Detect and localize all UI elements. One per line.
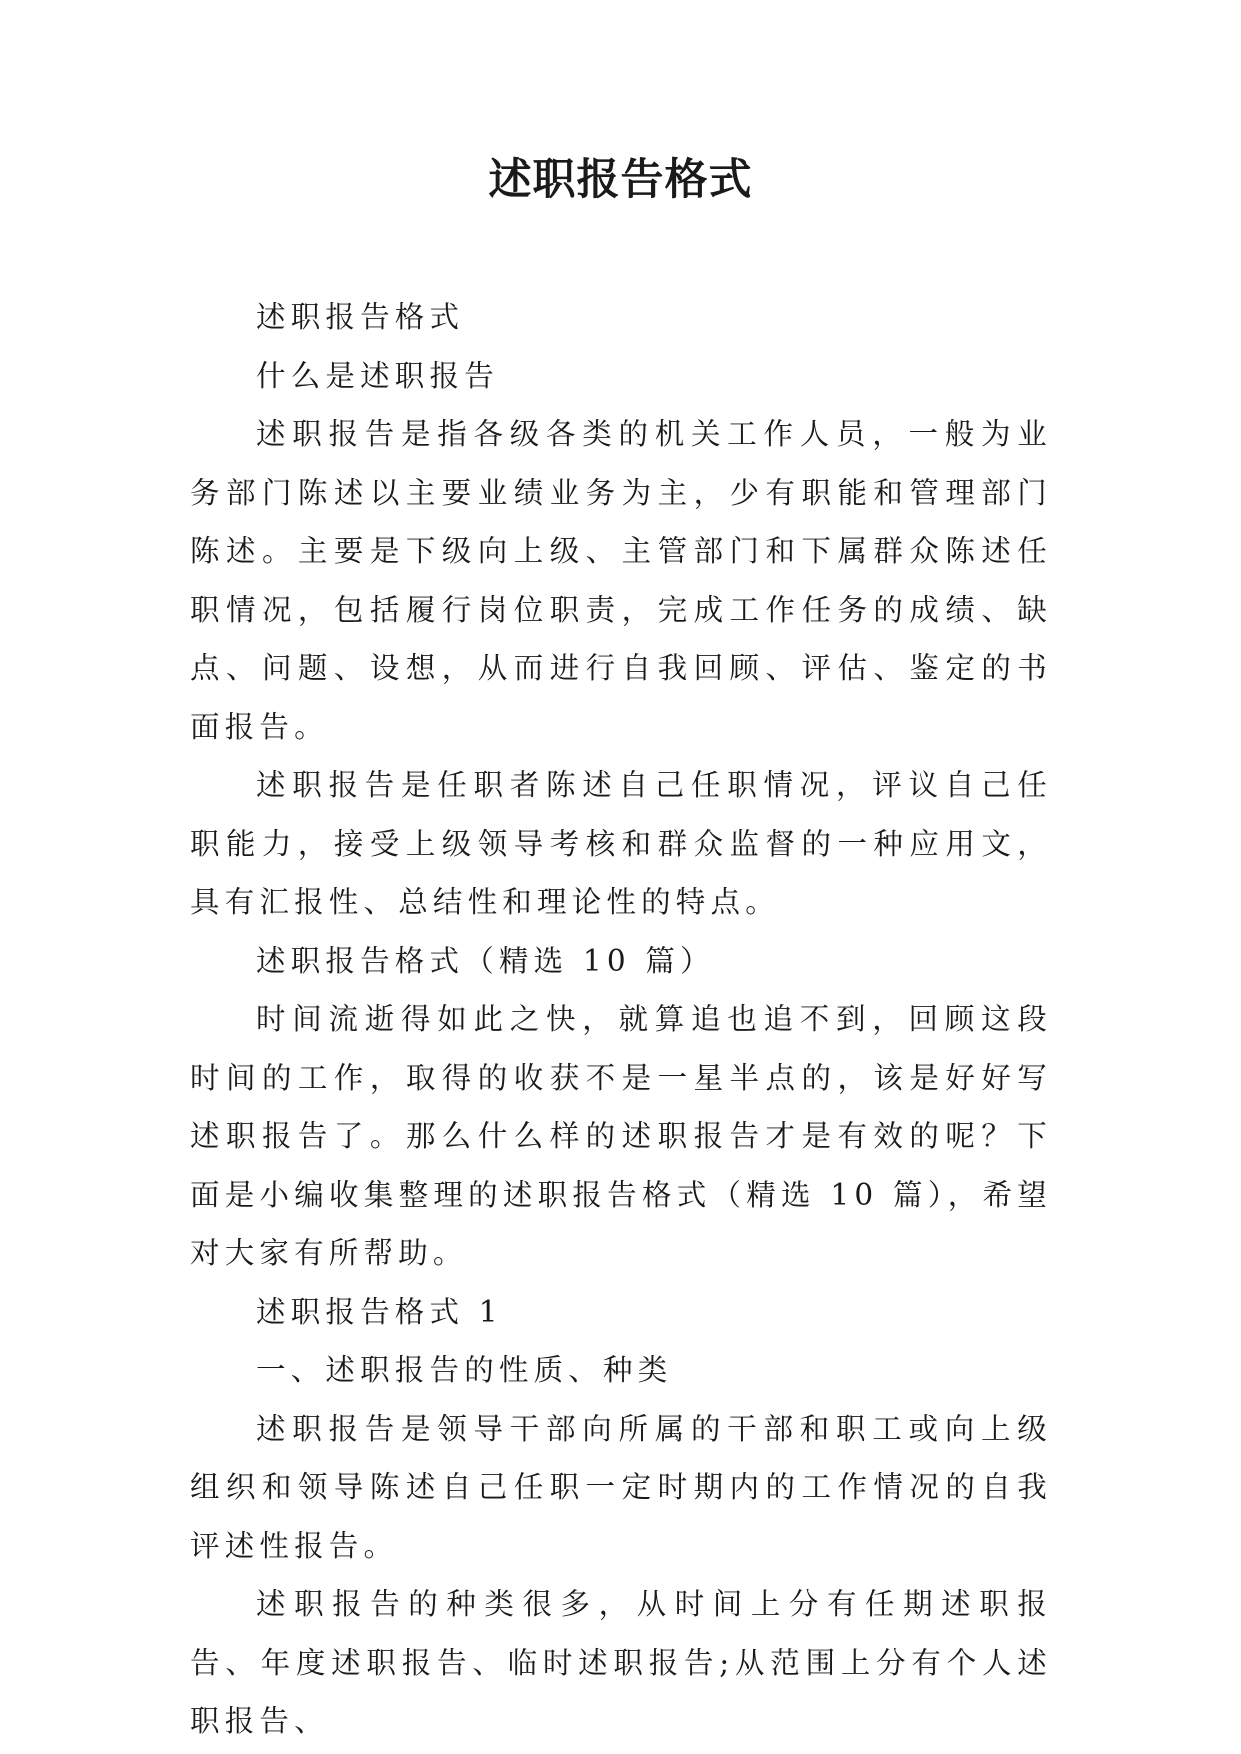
document-title: 述职报告格式 <box>488 155 753 205</box>
paragraph: 述职报告是任职者陈述自己任职情况，评议自己任职能力，接受上级领导考核和群众监督的一种应用文，具有汇报性、总结性和理论性的特点。 <box>190 768 1052 919</box>
paragraph: 什么是述职报告 <box>256 358 499 393</box>
paragraph: 述职报告是领导干部向所属的干部和职工或向上级组织和领导陈述自己任职一定时期内的工作情况的自我评述性报告。 <box>190 1411 1052 1563</box>
paragraph: 时间流逝得如此之快，就算追也追不到，回顾这段时间的工作，取得的收获不是一星半点的，该是好好写述职报告了。那么什么样的述职报告才是有效的呢？下面是小编收集整理的述职报告格式（精选 10 篇），希望对大家有所帮助。 <box>190 1002 1052 1270</box>
document-body <box>190 288 1052 1751</box>
paragraph: 述职报告格式（精选 10 篇） <box>256 943 715 978</box>
paragraph: 一、述职报告的性质、种类 <box>256 1353 673 1387</box>
paragraph: 述职报告的种类很多，从时间上分有任期述职报告、年度述职报告、临时述职报告;从范围上分有个人述职报告、 <box>190 1587 1052 1738</box>
paragraph: 述职报告是指各级各类的机关工作人员，一般为业务部门陈述以主要业绩业务为主，少有职能和管理部门陈述。主要是下级向上级、主管部门和下属群众陈述任职情况，包括履行岗位职责，完成工作任务的成绩、缺点、问题、设想，从而进行自我回顾、评估、鉴定的书面报告。 <box>190 417 1052 744</box>
paragraph: 述职报告格式 1 <box>256 1294 503 1329</box>
paragraph: 述职报告格式 <box>256 300 465 334</box>
